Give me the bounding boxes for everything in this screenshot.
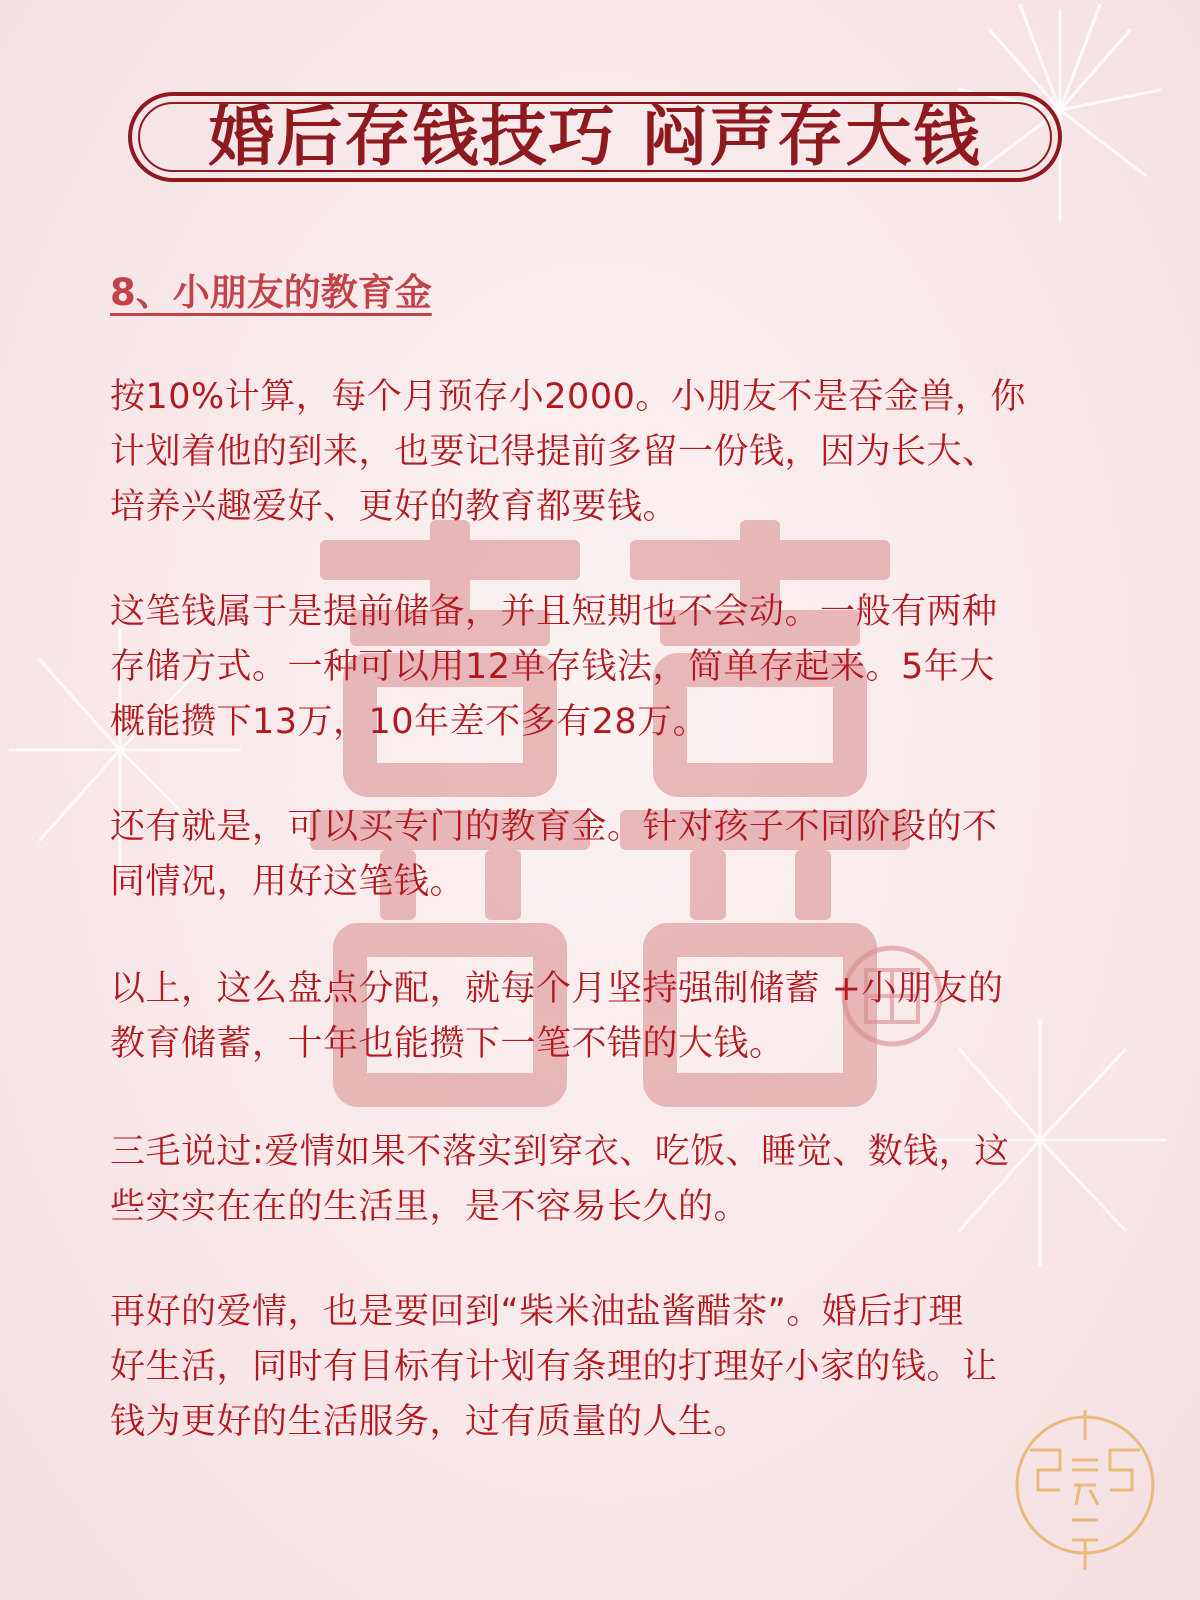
paragraph-line: 些实实在在的生活里，是不容易长久的。 xyxy=(110,1187,750,1227)
xiqing-stamp-icon xyxy=(1010,1390,1160,1580)
paragraph-2 xyxy=(110,585,1105,750)
paragraph-4 xyxy=(110,962,1105,1072)
title-banner xyxy=(128,92,1062,182)
paragraph-line: 还有就是，可以买专门的教育金。针对孩子不同阶段的不 xyxy=(110,807,998,847)
paragraph-line: 概能攒下13万，10年差不多有28万。 xyxy=(110,702,709,742)
paragraph-line: 以上，这么盘点分配，就每个月坚持强制储蓄 +小朋友的 xyxy=(110,969,1004,1009)
paragraph-line: 存储方式。一种可以用12单存钱法，简单存起来。5年大 xyxy=(110,647,995,687)
paragraph-line: 同情况，用好这笔钱。 xyxy=(110,862,466,902)
paragraph-line: 再好的爱情，也是要回到“柴米油盐酱醋茶”。婚后打理 xyxy=(110,1292,964,1332)
paragraph-line: 按10%计算，每个月预存小2000。小朋友不是吞金兽，你 xyxy=(110,377,1026,417)
page-title: 婚后存钱技巧 闷声存大钱 xyxy=(208,98,982,175)
paragraph-6 xyxy=(110,1285,1105,1450)
paragraph-line: 计划着他的到来，也要记得提前多留一份钱，因为长大、 xyxy=(110,432,998,472)
paragraph-5 xyxy=(110,1125,1105,1235)
paragraph-line: 三毛说过:爱情如果不落实到穿衣、吃饭、睡觉、数钱，这 xyxy=(110,1132,1010,1172)
paragraph-line: 教育储蓄，十年也能攒下一笔不错的大钱。 xyxy=(110,1024,785,1064)
paragraph-line: 好生活，同时有目标有计划有条理的打理好小家的钱。让 xyxy=(110,1347,998,1387)
paragraph-line: 这笔钱属于是提前储备，并且短期也不会动。一般有两种 xyxy=(110,592,998,632)
paragraph-line: 培养兴趣爱好、更好的教育都要钱。 xyxy=(110,487,679,527)
paragraph-1 xyxy=(110,370,1105,535)
paragraph-line: 钱为更好的生活服务，过有质量的人生。 xyxy=(110,1402,750,1442)
paragraph-3 xyxy=(110,800,1105,910)
section-heading: 8、小朋友的教育金 xyxy=(110,271,432,314)
